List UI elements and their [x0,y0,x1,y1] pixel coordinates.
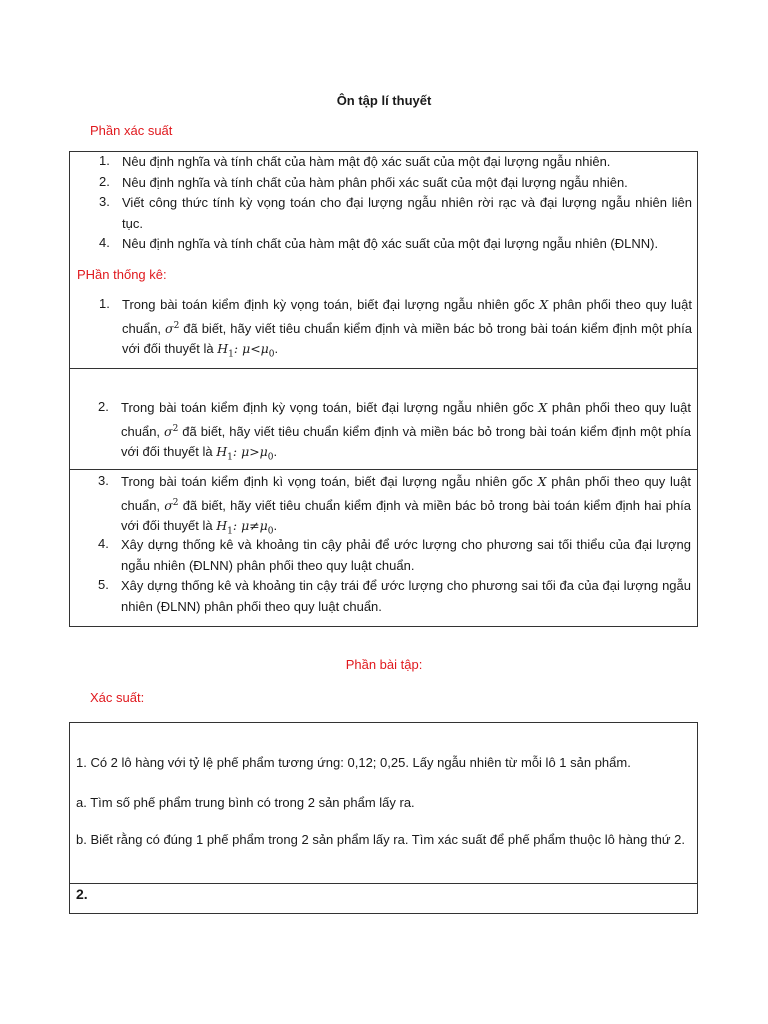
divider [69,368,698,369]
divider [70,883,697,884]
section-exercise-heading: Phần bài tập: [345,657,423,672]
section-exercise-prob-heading: Xác suất: [90,690,145,705]
exercise-box [69,722,698,914]
divider [69,469,698,470]
theory-box: 1. Nêu định nghĩa và tính chất của hàm mật độ xác suất của một đại lượng ngẫu nhiên. 2. Nêu định nghĩa và tính chất của hàm phân phối xác suất của một đại lượng ngẫu nhiên. 3. Viết công thức tính kỳ vọng toán cho đại lượng ngẫu nhiên rời rạc và đại lượng ngẫu nhiên liên tục. 4. Nêu định nghĩa và tính chất của hàm mật độ xác suất của một đại lượng ngẫu nhiên (ĐLNN). PHần thống kê: 1. Trong bài toán kiểm định kỳ vọng toán, biết đại lượng ngẫu nhiên gốc X phân phối theo quy luật chuẩn, $\sigma^2$ đã biết, hãy viết tiêu chuẩn kiểm định và miền bác bỏ trong bài toán kiểm định một phía với đối thuyết là $H_1$: $\mu<\mu_0$. [69,151,698,627]
problem-2-label: 2. [76,886,88,902]
problem-1-part-b: b. Biết rằng có đúng 1 phế phẩm trong 2 sản phẩm lấy ra. Tìm xác suất để phế phẩm thuộc lô hàng thứ 2. [76,832,686,847]
page-title: Ôn tập lí thuyết [336,93,432,108]
problem-1-intro: 1. Có 2 lô hàng với tỷ lệ phế phẩm tương ứng: 0,12; 0,25. Lấy ngẫu nhiên từ mỗi lô 1 sản phẩm. [76,755,631,770]
section-stat-heading: PHần thống kê: [77,267,167,282]
problem-1-part-a: a. Tìm số phế phẩm trung bình có trong 2 sản phẩm lấy ra. [76,795,415,810]
section-prob-heading: Phần xác suất [90,123,173,138]
